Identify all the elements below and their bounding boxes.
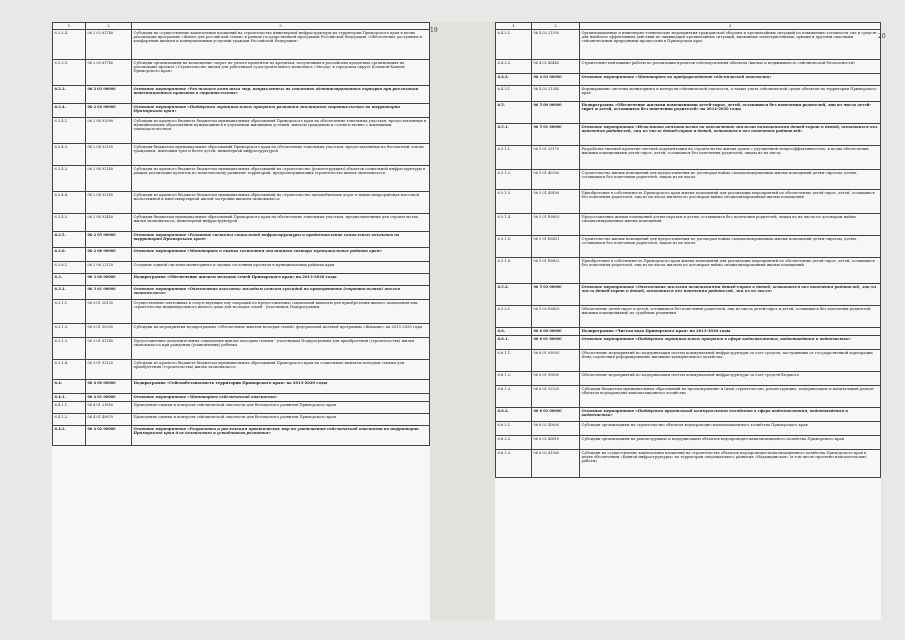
- header-cell-2: 2: [532, 23, 580, 30]
- row-code: 6.2.4.5.: [53, 214, 86, 232]
- row-code: 6.6.2.3.: [496, 450, 532, 478]
- row-code: 6.3.1.2.: [53, 324, 86, 338]
- row-code: 6.5.1.3.: [496, 190, 532, 214]
- row-code: 6.4.2.2.: [496, 60, 532, 74]
- row-kbk: 06 2 04 92180: [86, 192, 132, 214]
- row-kbk: 06 4 02 00000: [86, 426, 132, 446]
- row-code: 6.2.2.4.: [53, 30, 86, 60]
- table-row: [53, 286, 430, 300]
- row-code: 6.2.4.2.: [53, 144, 86, 166]
- table-row: [53, 118, 430, 144]
- table-row: [496, 236, 881, 258]
- row-kbk: 06 5 01 00000: [532, 124, 580, 146]
- table-row: [496, 190, 881, 214]
- row-kbk: 06 2 06 00000: [86, 248, 132, 262]
- header-cell-2: 2: [86, 23, 132, 30]
- row-kbk: 06 4 01 00000: [86, 394, 132, 402]
- row-text: Подпрограмма «Обеспечение жилыми помещениями детей-сирот, детей, оставшихся без попечения родителей, лиц из числа детей-сирот и детей, оставшихся без попечения родителей» на 2014-2020 годы: [580, 102, 881, 124]
- row-code: 6.6.: [496, 328, 532, 336]
- table-row: [53, 414, 430, 426]
- row-text: Субсидии из краевого бюджета бюджетам муниципальных образований на строительство (реконструкцию) объектов социальной инфраструктуры в рамках реализации проектов по комплексному развитию территорий, предусматривающих строительство жилья экономкласса: [132, 166, 430, 192]
- table-row: [53, 338, 430, 360]
- table-row: [53, 300, 430, 324]
- row-code: 6.4.1.2.: [53, 414, 86, 426]
- row-text: Организационные и инженерно-технические мероприятия гражданской обороны и чрезвычайных ситуаций по повышению готовности сил и средств для наиболее эффективных действий по ликвидации чрезвычайных ситуаций, вызванных землетрясениями, цунами и другими опасными сейсмическими природными процессами в Приморском крае: [580, 30, 881, 60]
- row-text: Строительно-монтажные работы по реализации проектов сейсмоусиления объектов (жилые и недвижимость сейсмической безопасности): [580, 60, 881, 74]
- row-code: 6.6.1.: [496, 336, 532, 350]
- header-cell-3: 3: [580, 23, 881, 30]
- left-table: [52, 22, 430, 446]
- row-kbk: 06 5 01 25170: [532, 146, 580, 170]
- row-code: 6.6.1.1.: [496, 350, 532, 372]
- row-text: Субсидии на мероприятия подпрограммы «Обеспечение жильем молодых семей» федеральной целевой программы «Жилище» на 2015-2020 годы: [132, 324, 430, 338]
- row-code: 6.2.6.1.: [53, 262, 86, 274]
- row-text: Обеспечение мероприятий по модернизации систем коммунальной инфраструктуры за счет средств бюджета: [580, 372, 881, 386]
- table-row: [496, 284, 881, 306]
- row-code: 6.5.: [496, 102, 532, 124]
- row-kbk: 06 5 01 R0820: [532, 214, 580, 236]
- row-text: Основное мероприятие «Поддержка муниципальных программ развития жилищного строительства на территории Приморского края»: [132, 104, 430, 118]
- table-row: [53, 192, 430, 214]
- row-kbk: 06 6 02 40810: [532, 436, 580, 450]
- table-row: [53, 360, 430, 380]
- row-code: 6.3.1.1.: [53, 300, 86, 324]
- row-kbk: 06 4 01 40670: [86, 414, 132, 426]
- header-row: [496, 23, 881, 30]
- row-text: Проведение оценки и контроля сейсмической опасности для безопасного развития Приморского края: [132, 414, 430, 426]
- right-table: [495, 22, 881, 478]
- row-code: 6.5.1.2.: [496, 170, 532, 190]
- row-code: 6.4.2.1.: [496, 30, 532, 60]
- row-code: 6.6.2.1.: [496, 422, 532, 436]
- table-row: [496, 336, 881, 350]
- table-row: [53, 166, 430, 192]
- row-kbk: 06 3 01 81140: [86, 338, 132, 360]
- row-text: Основное мероприятие «Исполнение обязательств по обеспечению жилыми помещениями детей-сирот и детей, оставшихся без попечения родителей, лиц из числа детей-сирот и детей, оставшихся без попечения родителей»: [580, 124, 881, 146]
- row-text: Строительство жилых помещений для предоставления по договорам найма специализированных жилых помещений детям-сиротам, детям, оставшимся без попечения родителей, лицам из их числа: [580, 236, 881, 258]
- row-kbk: 06 4 02 40440: [532, 60, 580, 74]
- row-text: Строительство жилых помещений для предоставления по договорам найма специализированных жилых помещений детям-сиротам, детям, оставшимся без попечения родителей, лицам из их числа: [580, 170, 881, 190]
- table-row: [53, 86, 430, 104]
- row-code: 6.2.4.3.: [53, 166, 86, 192]
- row-kbk: 06 4 01 21850: [86, 402, 132, 414]
- right-page: [495, 22, 881, 620]
- row-kbk: 06 4 02 21350: [532, 30, 580, 60]
- row-text: Подпрограмма «Чистая вода Приморского края» на 2013-2020 годы: [580, 328, 881, 336]
- row-code: 6.5.1.4.: [496, 214, 532, 236]
- row-code: 6.5.1.6.: [496, 258, 532, 284]
- table-row: [496, 422, 881, 436]
- table-row: [53, 426, 430, 446]
- page-number-right: 20: [878, 33, 886, 40]
- row-kbk: 06 5 01 R0822: [532, 258, 580, 284]
- row-text: Субсидии на осуществление капитальных вложений на строительство объектов водопроводно-канализационного хозяйства Приморского края в целях обеспечения «Единой инфраструктуры» на территории опережающего развития «Надеждинская» (в том числе проектно-изыскательские работы): [580, 450, 881, 478]
- row-code: 6.3.1.3.: [53, 338, 86, 360]
- row-text: Субсидии бюджетам муниципальных образований на проектирование и (или) строительство, реконструкцию, модернизацию и капитальный ремонт объектов водопроводно-канализационного хозяйства: [580, 386, 881, 408]
- row-text: Формирование системы мониторинга и контроля сейсмической опасности, а также учета сейсмической среды объектов на территории Приморского края: [580, 86, 881, 102]
- row-kbk: 06 2 05 00000: [86, 232, 132, 248]
- row-code: 6.4.2.: [53, 426, 86, 446]
- row-text: Создание единой системы мониторинга и оценки состояния проектов в муниципальных районах края: [132, 262, 430, 274]
- row-code: 6.2.6.: [53, 248, 86, 262]
- table-row: [496, 30, 881, 60]
- table-row: [496, 86, 881, 102]
- row-text: Основное мероприятие «Мониторинг сейсмической опасности»: [132, 394, 430, 402]
- row-code: 6.4.: [53, 380, 86, 394]
- row-code: 6.3.1.: [53, 286, 86, 300]
- row-text: Субсидии организациям на возмещение затрат по уплате процентов по кредитам, полученным в российских кредитных организациях на реализацию проекта «Строительство жилья для работников судостроительного комплекса «Звезда» в городском округе Большой Камень Приморского края»: [132, 60, 430, 86]
- row-kbk: 06 3 01 92120: [86, 360, 132, 380]
- row-code: 6.3.1.4.: [53, 360, 86, 380]
- table-row: [53, 380, 430, 394]
- row-kbk: 06 6 01 09505: [532, 350, 580, 372]
- row-text: Подпрограмма «Сейсмобезопасность территории Приморского края» на 2013-2020 годы: [132, 380, 430, 394]
- header-row: [53, 23, 430, 30]
- row-kbk: 06 2 02 61740: [86, 60, 132, 86]
- header-cell-1: 1: [53, 23, 86, 30]
- row-kbk: 06 2 04 92440: [86, 214, 132, 232]
- table-row: [496, 306, 881, 328]
- table-row: [53, 60, 430, 86]
- row-code: 6.2.3.: [53, 86, 86, 104]
- row-code: 6.4.3.1.: [496, 86, 532, 102]
- table-row: [53, 214, 430, 232]
- row-kbk: 06 2 04 00000: [86, 104, 132, 118]
- row-kbk: 06 5 00 00000: [532, 102, 580, 124]
- row-kbk: 06 5 01 R0821: [532, 236, 580, 258]
- table-row: [496, 328, 881, 336]
- table-row: [496, 436, 881, 450]
- row-code: 6.4.1.: [53, 394, 86, 402]
- row-code: 6.6.2.: [496, 408, 532, 422]
- row-code: 6.5.1.: [496, 124, 532, 146]
- table-row: [53, 30, 430, 60]
- header-cell-3: 3: [132, 23, 430, 30]
- row-text: Предоставление дополнительных социальных выплат молодым семьям - участникам Подпрограммы для приобретения (строительства) жилья экономкласса при рождении (усыновлении) ребенка: [132, 338, 430, 360]
- row-text: Обеспечение детей-сирот и детей, оставшихся без попечения родителей, лиц из числа детей-сирот и детей, оставшихся без попечения родителей, жилыми помещениями) по судебным решениям: [580, 306, 881, 328]
- table-row: [53, 248, 430, 262]
- table-row: [496, 102, 881, 124]
- row-kbk: 06 4 00 00000: [86, 380, 132, 394]
- row-kbk: 06 5 02 R0820: [532, 306, 580, 328]
- row-text: Субсидии организациям на реконструкцию и модернизацию объектов водопроводно-канализационного хозяйства Приморского края: [580, 436, 881, 450]
- row-code: 6.5.1.5.: [496, 236, 532, 258]
- row-kbk: 06 2 06 22120: [86, 262, 132, 274]
- row-kbk: 06 6 02 00000: [532, 408, 580, 422]
- page-gutter: [430, 22, 495, 620]
- row-text: Основное мероприятие «Реализация комплекса мер, направленных на снижение административных барьеров при реализации инвестиционных проектов в строительстве»: [132, 86, 430, 104]
- row-text: Обеспечение мероприятий по модернизации систем коммунальной инфраструктуры за счет средств, поступивших от государственной корпорации Фонд содействия реформированию жилищно-коммунального хозяйства: [580, 350, 881, 372]
- row-text: Субсидии из краевого бюджета бюджетам муниципальных образований Приморского края на обеспечение земельных участков, предоставленных в муниципальных образованиях нуждающимся в улучшении жилищных условий, жильем гражданам и соответственно с жилищным законодательством: [132, 118, 430, 144]
- row-code: 6.4.3.: [496, 74, 532, 86]
- header-cell-1: 1: [496, 23, 532, 30]
- table-row: [53, 402, 430, 414]
- row-kbk: 06 6 02 41360: [532, 450, 580, 478]
- row-code: 6.5.2.1.: [496, 306, 532, 328]
- row-text: Основное мероприятие «Развитие системы социальной инфраструктуры и предоставление социальных объектов на территории Приморского края»: [132, 232, 430, 248]
- row-code: 6.5.1.1.: [496, 146, 532, 170]
- row-code: 6.6.1.3.: [496, 386, 532, 408]
- row-kbk: 06 2 03 00000: [86, 86, 132, 104]
- row-kbk: 06 6 00 00000: [532, 328, 580, 336]
- row-kbk: 06 4 03 21340: [532, 86, 580, 102]
- table-row: [53, 274, 430, 286]
- row-kbk: 06 3 01 20130: [86, 300, 132, 324]
- row-text: Разработка типовой проектно-сметной документации на строительство жилых домов с улучшенной энергоэффективностью, в целях обеспечения жилыми помещениями детей-сирот, детей, оставшихся без попечения родителей, лицам из их числа: [580, 146, 881, 170]
- row-text: Предоставление жилых помещений детям-сиротам и детям, оставшимся без попечения родителей, лицам из их числа по договорам найма специализированных жилых помещений: [580, 214, 881, 236]
- row-code: 6.5.2.: [496, 284, 532, 306]
- row-text: Основное мероприятие «Поддержка муниципальных программ в сфере водоснабжения, водоотведения и водоочистки»: [580, 336, 881, 350]
- row-code: 6.2.4.: [53, 104, 86, 118]
- row-code: 6.2.4.1.: [53, 118, 86, 144]
- table-row: [53, 144, 430, 166]
- table-row: [496, 350, 881, 372]
- row-text: Осуществление платежных и сопутствующих ему операций по предоставлению социальной выплаты для приобретения жилого помещения или строительства индивидуального жилого дома для молодых семей - участников Подпрограммы: [132, 300, 430, 324]
- row-kbk: 06 5 02 00000: [532, 284, 580, 306]
- row-kbk: 06 6 01 00000: [532, 336, 580, 350]
- row-text: Основное мероприятие «Разработка и реализация практических мер по уменьшению сейсмической опасности на территории Приморского края для безопасного и устойчивого развития»: [132, 426, 430, 446]
- row-kbk: 06 4 03 00000: [532, 74, 580, 86]
- row-kbk: 06 3 01 50200: [86, 324, 132, 338]
- row-text: Основное мероприятие «Мониторинг и оценка состояния жилищного сектора муниципальных районов края»: [132, 248, 430, 262]
- row-code: 6.3.: [53, 274, 86, 286]
- row-code: 6.4.1.1.: [53, 402, 86, 414]
- row-kbk: 06 6 02 40800: [532, 422, 580, 436]
- table-row: [496, 214, 881, 236]
- table-row: [53, 324, 430, 338]
- row-text: Субсидии бюджетам муниципальных образований Приморского края на обеспечение земельных участков, предназначенных для строительства жилья экономкласса, инженерной инфраструктурой: [132, 214, 430, 232]
- row-kbk: 06 6 01 92320: [532, 386, 580, 408]
- row-text: Субсидии организациям на строительство объектов водопроводно-канализационного хозяйства Приморского края: [580, 422, 881, 436]
- page-number-left: 19: [430, 27, 438, 34]
- row-code: 6.2.4.4.: [53, 192, 86, 214]
- row-text: Приобретение в собственность Приморского края жилых помещений для реализации мероприятий по обеспечению детей-сирот, детей, оставшихся без попечения родителей, лиц из их числа жильем по договорам найма специализированных жилых помещений: [580, 258, 881, 284]
- row-text: Проведение оценки и контроля сейсмической опасности для безопасного развития Приморского края: [132, 402, 430, 414]
- table-row: [496, 124, 881, 146]
- table-row: [496, 258, 881, 284]
- row-text: Субсидии на осуществление капитальных вложений на строительство инженерной инфраструктуры на территории Приморского края в целях реализации программы «Жилье для российской семьи» в рамках государственной программы Российской Федерации «Обеспечение доступным и комфортным жильем и коммунальными услугами граждан Российской Федерации»: [132, 30, 430, 60]
- row-text: Основное мероприятие «Мониторинг по предупреждению сейсмической опасности»: [580, 74, 881, 86]
- row-text: Основное мероприятие «Обеспечение жилыми помещениями детей-сирот и детей, оставшихся без попечения родителей, лиц из числа детей-сирот и детей, оставшихся без попечения родителей, лиц из их числа»: [580, 284, 881, 306]
- row-kbk: 06 2 04 92140: [86, 166, 132, 192]
- row-text: Основное мероприятие «Обеспечение выплаты молодым семьям субсидий на приобретение (строительство) жилья экономкласса»: [132, 286, 430, 300]
- row-code: 6.2.2.5.: [53, 60, 86, 86]
- row-text: Субсидии из краевого бюджета бюджетам муниципальных образований Приморского края на социальные выплаты молодым семьям для приобретения (строительства) жилья экономкласса: [132, 360, 430, 380]
- row-kbk: 06 2 04 92100: [86, 144, 132, 166]
- table-row: [53, 262, 430, 274]
- row-text: Подпрограмма «Обеспечение жильем молодых семей Приморского края» на 2013-2020 годы: [132, 274, 430, 286]
- table-row: [496, 408, 881, 422]
- row-code: 6.6.1.2.: [496, 372, 532, 386]
- row-kbk: 06 3 00 00000: [86, 274, 132, 286]
- row-code: 6.2.5.: [53, 232, 86, 248]
- row-kbk: 06 2 04 92090: [86, 118, 132, 144]
- row-kbk: 06 6 01 09605: [532, 372, 580, 386]
- table-row: [496, 386, 881, 408]
- row-kbk: 06 5 01 40350: [532, 170, 580, 190]
- table-row: [53, 232, 430, 248]
- table-row: [496, 170, 881, 190]
- table-row: [53, 394, 430, 402]
- table-row: [496, 60, 881, 74]
- table-row: [496, 146, 881, 170]
- table-row: [496, 372, 881, 386]
- table-row: [496, 450, 881, 478]
- row-kbk: 06 5 01 40490: [532, 190, 580, 214]
- table-row: [53, 104, 430, 118]
- row-kbk: 06 2 02 61740: [86, 30, 132, 60]
- table-row: [496, 74, 881, 86]
- row-code: 6.6.2.2.: [496, 436, 532, 450]
- left-page: [52, 22, 430, 620]
- row-text: Основное мероприятие «Поддержка организаций коммунального хозяйства в сфере водоснабжения, водоотведения и водоочистки»: [580, 408, 881, 422]
- row-text: Приобретение в собственность Приморского края жилых помещений для реализации мероприятий по обеспечению детей-сирот, детей, оставшихся без попечения родителей, лиц из их числа жильем по договорам найма специализированных жилых помещений: [580, 190, 881, 214]
- row-kbk: 06 3 01 00000: [86, 286, 132, 300]
- row-text: Субсидии бюджетам муниципальных образований Приморского края на обеспечение земельных участков, предоставленных на бесплатной основе гражданам, имеющим трех и более детей, инженерной инфраструктурой: [132, 144, 430, 166]
- row-text: Субсидии из краевого бюджета бюджетам муниципальных образований на строительство автомобильных дорог в новых микрорайонах массовой малоэтажной и многоквартирной жилой застройки жильем экономкласса: [132, 192, 430, 214]
